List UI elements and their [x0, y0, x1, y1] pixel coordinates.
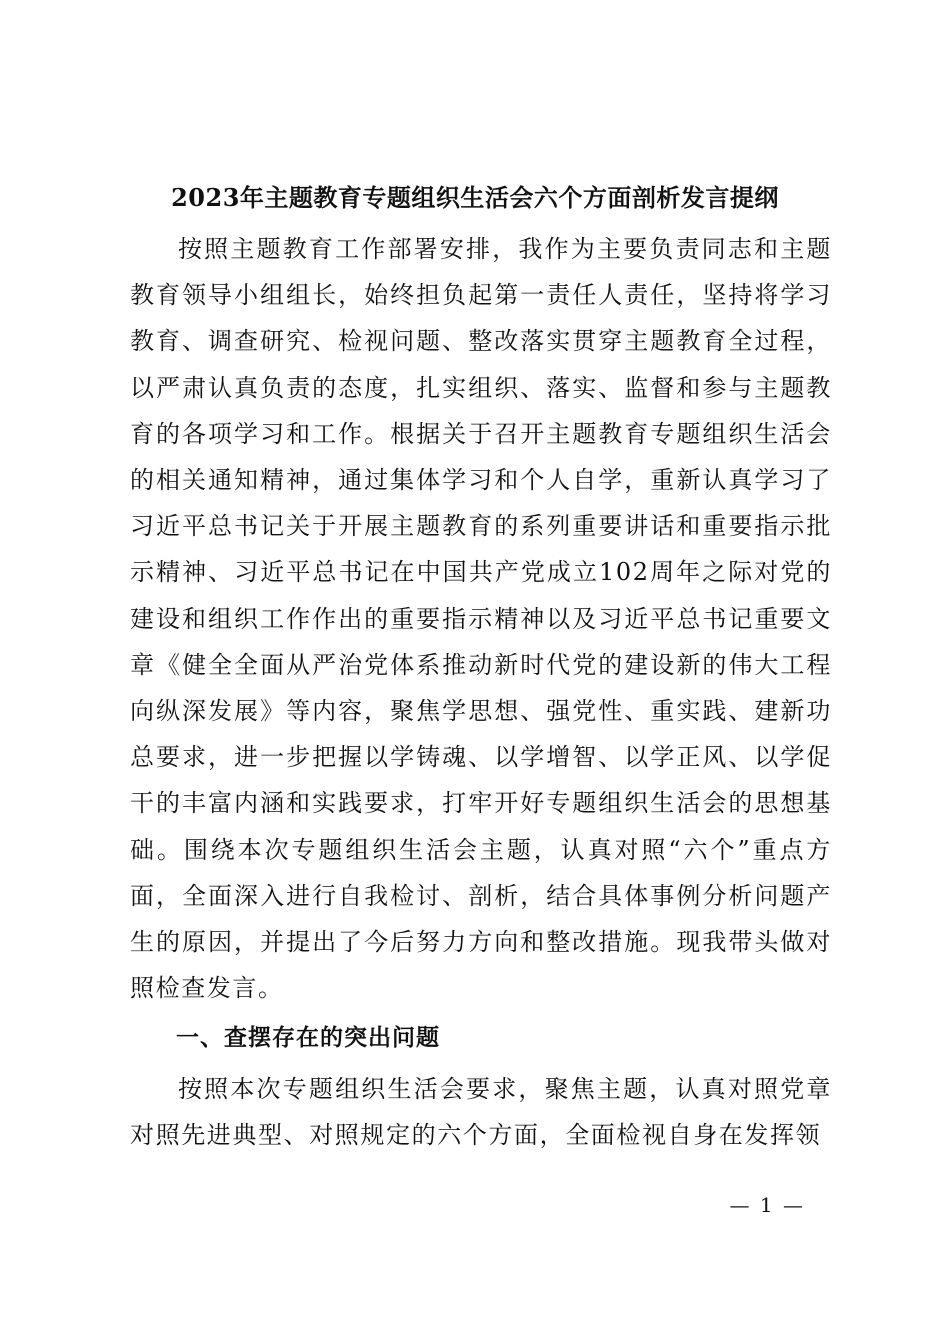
- section-heading: 一、查摆存在的突出问题: [176, 1025, 440, 1052]
- section-paragraph: 按照本次专题组织生活会要求，聚焦主题，认真对照党章对照先进典型、对照规定的六个方面，全面检视自身在发挥领: [130, 1074, 832, 1149]
- document-title: 2023年主题教育专题组织生活会六个方面剖析发言提纲: [171, 183, 779, 212]
- document-body: [130, 226, 832, 1158]
- intro-paragraph: 按照主题教育工作部署安排，我作为主要负责同志和主题教育领导小组组长，始终担负起第一责任人责任，坚持将学习教育、调查研究、检视问题、整改落实贯穿主题教育全过程，以严肃认真负责的态度，扎实组织、落实、监督和参与主题教育的各项学习和工作。根据关于召开主题教育专题组织生活会的相关通知精神，通过集体学习和个人自学，重新认真学习了习近平总书记关于开展主题教育的系列重要讲话和重要指示批示精神、习近平总书记在中国共产党成立102周年之际对党的建设和组织工作作出的重要指示精神以及习近平总书记重要文章《健全全面从严治党体系推动新时代党的建设新的伟大工程向纵深发展》等内容，聚焦学思想、强党性、重实践、建新功总要求，进一步把握以学铸魂、以学增智、以学正风、以学促干的丰富内涵和实践要求，打牢开好专题组织生活会的思想基础。围绕本次专题组织生活会主题，认真对照“六个”重点方面，全面深入进行自我检讨、剖析，结合具体事例分析问题产生的原因，并提出了今后努力方向和整改措施。现我带头做对照检查发言。: [130, 235, 832, 1003]
- page-number: — 1 —: [729, 1193, 805, 1217]
